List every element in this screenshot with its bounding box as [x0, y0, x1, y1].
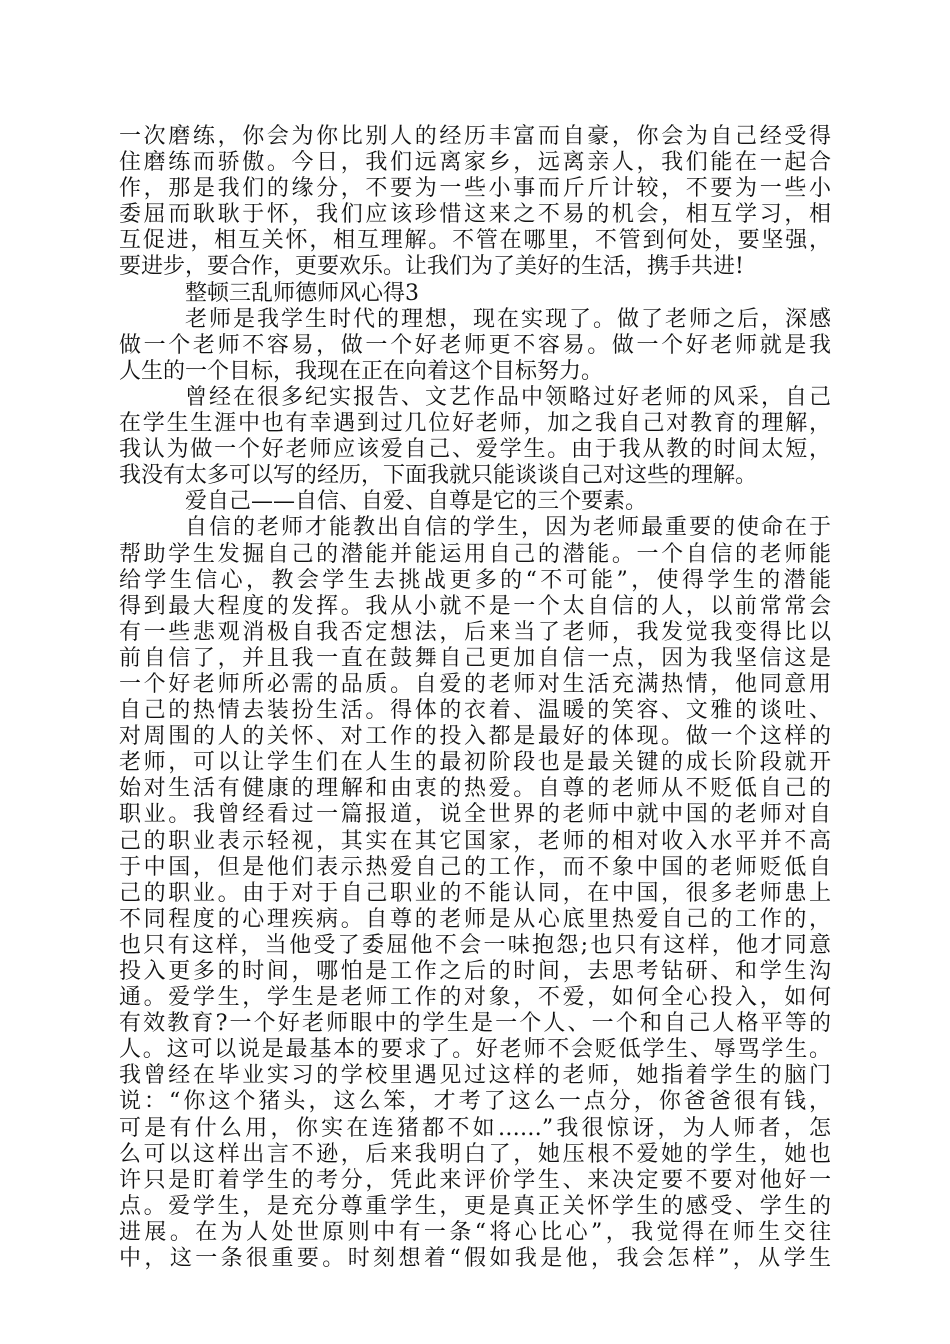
text-line: 点。爱学生，是充分尊重学生，更是真正关怀学生的感受、学生的 [119, 1193, 831, 1219]
text-line: 我没有太多可以写的经历，下面我就只能谈谈自己对这些的理解。 [119, 463, 758, 489]
text-line: 自己的热情去装扮生活。得体的衣着、温暖的笑容、文雅的谈吐、 [119, 698, 831, 724]
text-line: 人生的一个目标，我现在正在向着这个目标努力。 [119, 358, 604, 384]
text-line: 要进步，要合作，更要欢乐。让我们为了美好的生活，携手共进! [119, 254, 744, 280]
text-line: 做一个老师不容易，做一个好老师更不容易。做一个好老师就是我 [119, 332, 831, 358]
text-line: 得到最大程度的发挥。我从小就不是一个太自信的人，以前常常会 [119, 593, 831, 619]
text-line: 我曾经在毕业实习的学校里遇见过这样的老师，她指着学生的脑门 [119, 1063, 831, 1089]
text-line: 职业。我曾经看过一篇报道，说全世界的老师中就中国的老师对自 [119, 802, 831, 828]
text-line: 己的职业。由于对于自己职业的不能认同，在中国，很多老师患上 [119, 880, 831, 906]
text-line: 帮助学生发掘自己的潜能并能运用自己的潜能。一个自信的老师能 [119, 541, 831, 567]
text-line: 己的职业表示轻视，其实在其它国家，老师的相对收入水平并不高 [119, 828, 831, 854]
text-line: 作，那是我们的缘分，不要为一些小事而斤斤计较，不要为一些小 [119, 176, 831, 202]
text-line: 前自信了，并且我一直在鼓舞自己更加自信一点，因为我坚信这是 [119, 645, 831, 671]
text-line: 说：“你这个猪头，这么笨，才考了这么一点分，你爸爸很有钱， [119, 1089, 831, 1115]
text-line: 一次磨练，你会为你比别人的经历丰富而自豪，你会为自己经受得 [119, 124, 831, 149]
text-line: 曾经在很多纪实报告、文艺作品中领略过好老师的风采，自己 [185, 384, 831, 410]
text-line: 投入更多的时间，哪怕是工作之后的时间，去思考钻研、和学生沟 [119, 959, 831, 984]
text-line: 整顿三乱师德师风心得3 [185, 280, 419, 306]
text-line: 么可以这样出言不逊，后来我明白了，她压根不爱她的学生，她也 [119, 1141, 831, 1167]
text-line: 人。这可以说是最基本的要求了。好老师不会贬低学生、辱骂学生。 [119, 1037, 831, 1063]
text-line: 委屈而耿耿于怀，我们应该珍惜这来之不易的机会，相互学习，相 [119, 202, 831, 228]
text-line: 通。爱学生，学生是老师工作的对象，不爱，如何全心投入，如何 [119, 985, 831, 1011]
text-line: 不同程度的心理疾病。自尊的老师是从心底里热爱自己的工作的， [119, 906, 831, 932]
text-line: 一个好老师所必需的品质。自爱的老师对生活充满热情，他同意用 [119, 671, 831, 697]
text-line: 自信的老师才能教出自信的学生，因为老师最重要的使命在于 [185, 515, 831, 541]
text-line: 进展。在为人处世原则中有一条“将心比心”，我觉得在师生交往 [119, 1219, 831, 1245]
text-line: 互促进，相互关怀，相互理解。不管在哪里，不管到何处，要坚强， [119, 228, 831, 254]
text-line: 老师，可以让学生们在人生的最初阶段也是最关键的成长阶段就开 [119, 750, 831, 776]
text-line: 老师是我学生时代的理想，现在实现了。做了老师之后，深感 [185, 306, 831, 332]
text-line: 爱自己——自信、自爱、自尊是它的三个要素。 [185, 489, 648, 515]
text-line: 给学生信心，教会学生去挑战更多的“不可能”，使得学生的潜能 [119, 567, 831, 593]
text-line: 我认为做一个好老师应该爱自己、爱学生。由于我从教的时间太短， [119, 437, 831, 463]
text-line: 有效教育?一个好老师眼中的学生是一个人、一个和自己人格平等的 [119, 1011, 831, 1037]
text-line: 可是有什么用，你实在连猪都不如……”我很惊讶，为人师者，怎 [119, 1115, 831, 1141]
text-line: 有一些悲观消极自我否定想法，后来当了老师，我发觉我变得比以 [119, 619, 831, 645]
text-line: 对周围的人的关怀、对工作的投入都是最好的体现。做一个这样的 [119, 724, 831, 750]
text-line: 住磨练而骄傲。今日，我们远离家乡，远离亲人，我们能在一起合 [119, 150, 831, 176]
text-line: 许只是盯着学生的考分，凭此来评价学生、来决定要不要对他好一 [119, 1167, 831, 1193]
text-line: 在学生生涯中也有幸遇到过几位好老师，加之我自己对教育的理解， [119, 411, 831, 437]
text-line: 中，这一条很重要。时刻想着“假如我是他，我会怎样”，从学生 [119, 1246, 831, 1272]
document-body-text [119, 124, 831, 1272]
text-line: 始对生活有健康的理解和由衷的热爱。自尊的老师从不贬低自己的 [119, 776, 831, 802]
text-line: 于中国，但是他们表示热爱自己的工作，而不象中国的老师贬低自 [119, 854, 831, 880]
text-line: 也只有这样，当他受了委屈他不会一味抱怨;也只有这样，他才同意 [119, 932, 831, 958]
